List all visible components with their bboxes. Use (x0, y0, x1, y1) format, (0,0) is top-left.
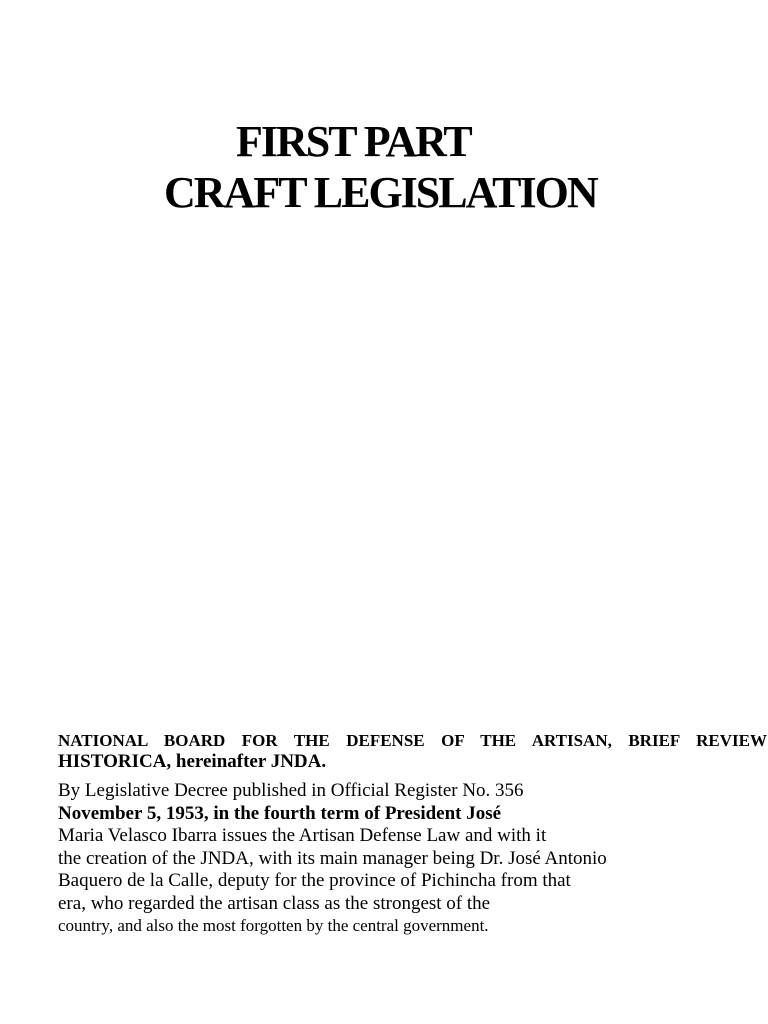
paragraph-line: November 5, 1953, in the fourth term of President José (58, 802, 502, 824)
section-heading (58, 731, 767, 773)
paragraph-line: Maria Velasco Ibarra issues the Artisan Defense Law and with it (58, 825, 547, 846)
paragraph-line: era, who regarded the artisan class as the strongest of the (58, 892, 491, 914)
section-heading-line-2: HISTORICA, hereinafter JNDA. (58, 751, 327, 772)
paragraph-line: country, and also the most forgotten by the central government. (58, 916, 489, 935)
section-heading-line-1: NATIONAL BOARD FOR THE DEFENSE OF THE ARTISAN, BRIEF REVIEW (58, 731, 767, 750)
part-subtitle: CRAFT LEGISLATION (164, 168, 597, 217)
part-title: FIRST PART (236, 117, 471, 166)
paragraph-line: Baquero de la Calle, deputy for the province of Pichincha from that (58, 870, 571, 891)
body-paragraph (58, 780, 658, 938)
paragraph-line: By Legislative Decree published in Official Register No. 356 (58, 780, 524, 801)
paragraph-line: the creation of the JNDA, with its main manager being Dr. José Antonio (58, 847, 607, 869)
